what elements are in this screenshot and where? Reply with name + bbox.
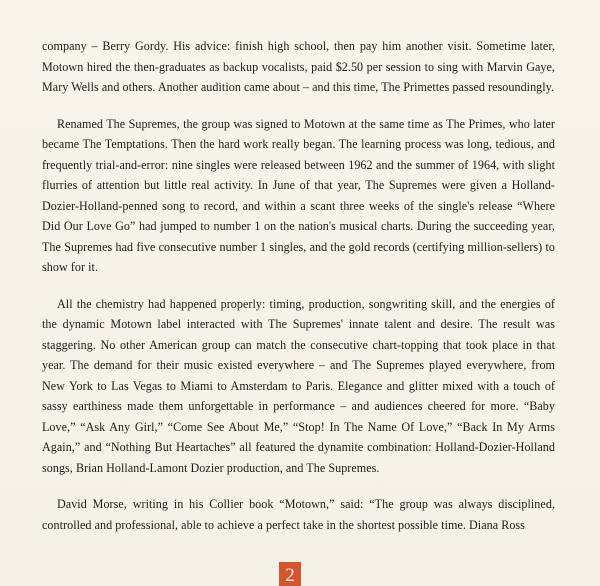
body-text	[42, 36, 555, 551]
paragraph-1: company – Berry Gordy. His advice: finish high school, then pay him another visit. Sometime later, Motown hired the then-graduates as backup vocalists, paid $2.50 per session to sing with Marvin Gaye, Mary Wells and others. Another audition came about – and this time, The Primettes passed resoundingly.	[42, 39, 555, 94]
page-number-badge	[279, 562, 301, 586]
paragraph-3: All the chemistry had happened properly: timing, production, songwriting skill, and the energies of the dynamic Motown label interacted with The Supremes' innate talent and desire. The result was staggering. No other American group can match the consecutive chart-topping that took place in that year. The demand for their music existed everywhere – and The Supremes played everywhere, from New York to Las Vegas to Miami to Amsterdam to Paris. Elegance and glitter mixed with a touch of sassy earthiness made them unforgettable in performance – and audiences cheered for more. “Baby Love,” “Ask Any Girl,” “Come See About Me,” “Stop! In The Name Of Love,” “Back In My Arms Again,” and “Nothing But Heartaches” all featured the dynamite combination: Holland-Dozier-Holland songs, Brian Holland-Lamont Dozier production, and The Supremes.	[42, 296, 555, 475]
page-number: 2	[285, 564, 295, 586]
paragraph-2: Renamed The Supremes, the group was signed to Motown at the same time as The Primes, who later became The Temptations. Then the hard work really began. The learning process was long, tedious, and frequently trial-and-error: nine singles were released between 1962 and the summer of 1964, with slight flurries of attention but little real activity. In June of that year, The Supremes were given a Holland-Dozier-Holland-penned song to record, and within a scant three weeks of the single's release “Where Did Our Love Go” had jumped to number 1 on the nation's musical charts. During the succeeding year, The Supremes had five consecutive number 1 singles, and the gold records (certifying million-sellers) to show for it.	[42, 116, 555, 274]
paragraph-4: David Morse, writing in his Collier book “Motown,” said: “The group was always disciplined, controlled and professional, able to achieve a perfect take in the shortest possible time. Diana Ross	[42, 497, 555, 532]
